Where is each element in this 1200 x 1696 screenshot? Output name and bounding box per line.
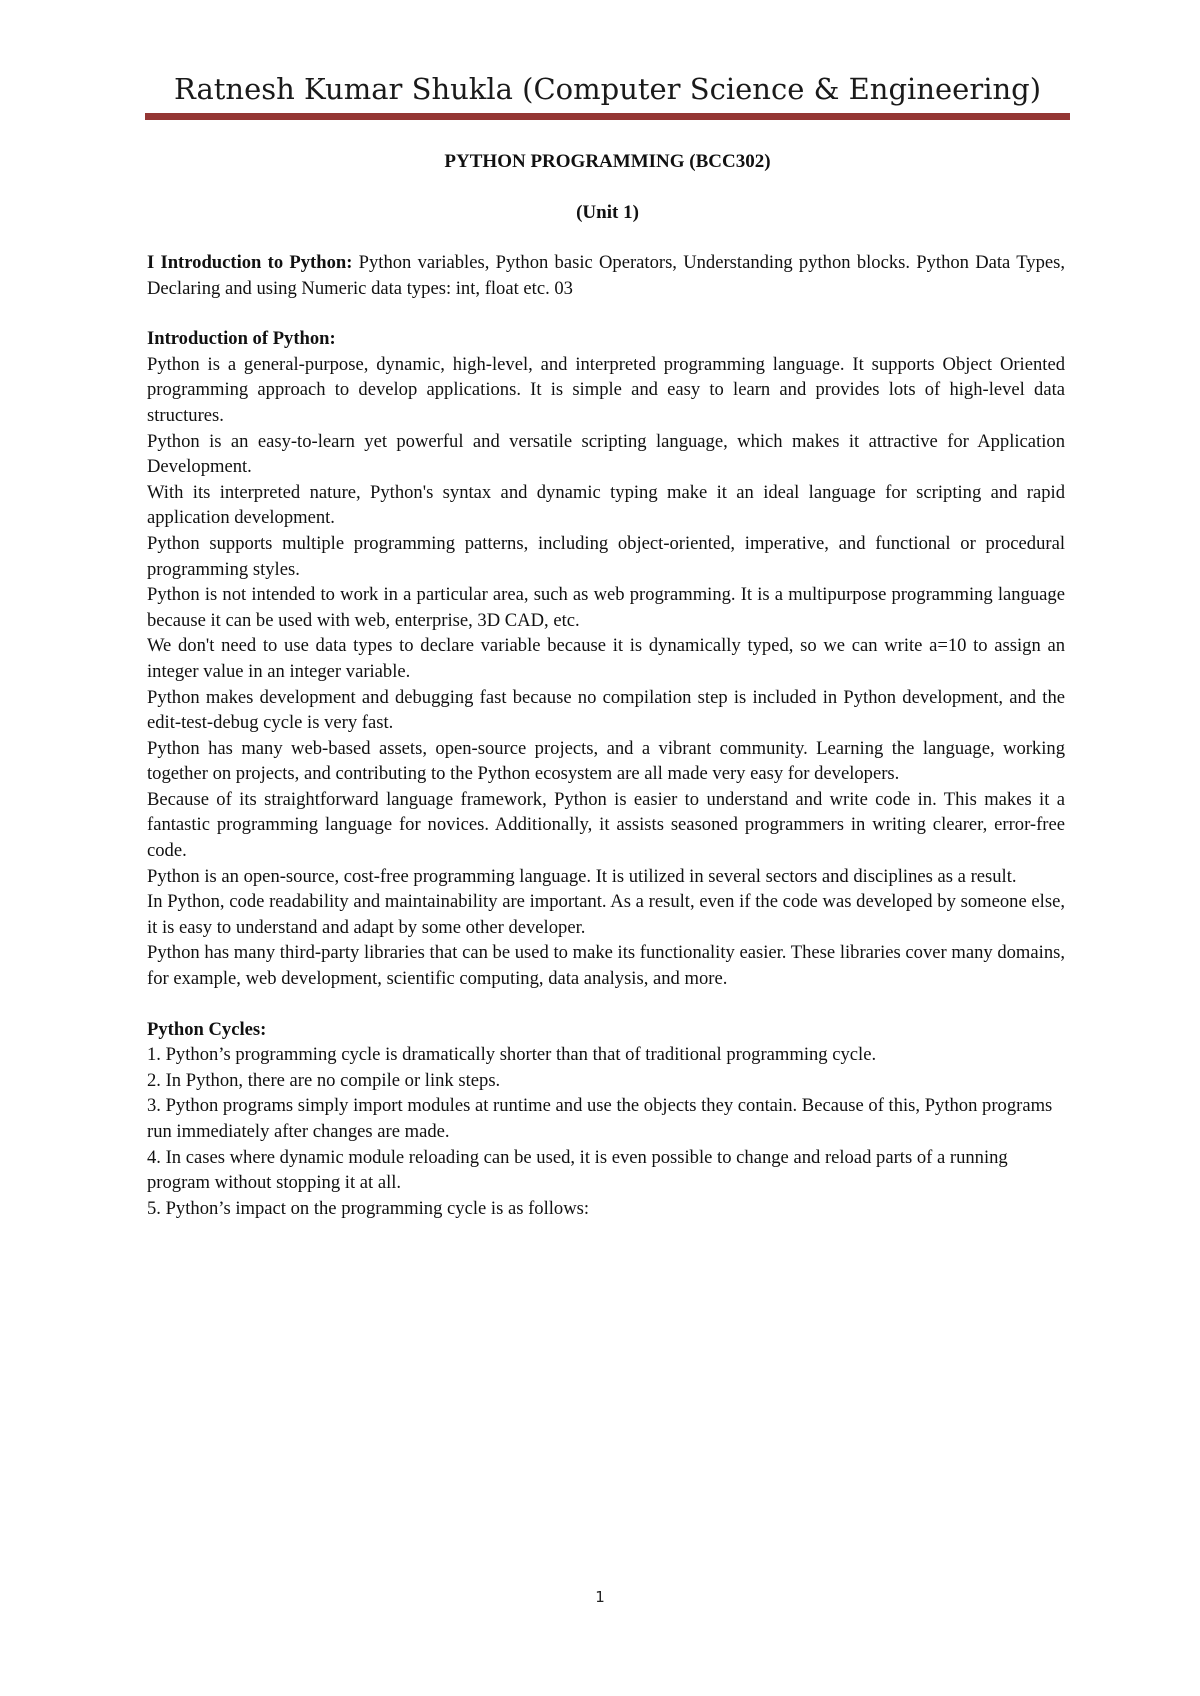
section-spacer xyxy=(147,992,1065,1017)
cycles-list-item: 5. Python’s impact on the programming cycle is as follows: xyxy=(147,1197,590,1219)
intro-paragraph: Because of its straightforward language framework, Python is easier to understand and write code in. This makes it a fantastic programming language for novices. Additionally, it assists seasoned programmers in writing clearer, error-free code. xyxy=(147,788,1065,862)
intro-paragraph: In Python, code readability and maintainability are important. As a result, even if the code was developed by someone else, it is easy to understand and adapt by some other developer. xyxy=(147,891,1065,938)
syllabus-lead: I Introduction to Python: xyxy=(147,252,353,273)
intro-paragraph: Python is a general-purpose, dynamic, high-level, and interpreted programming language. It supports Object Oriented programming approach to develop applications. It is simple and easy to learn and provides lots of high-level data structures. xyxy=(147,353,1065,426)
intro-paragraph: Python makes development and debugging fast because no compilation step is included in Python development, and the edit-test-debug cycle is very fast. xyxy=(147,686,1065,734)
cycles-list-item: 4. In cases where dynamic module reloading can be used, it is even possible to change and reload parts of a running program without stopping it at all. xyxy=(147,1146,1008,1194)
introduction-section xyxy=(147,352,1065,992)
intro-paragraph: We don't need to use data types to declare variable because it is dynamically typed, so we can write a=10 to assign an integer value in an integer variable. xyxy=(147,635,1065,682)
course-title: PYTHON PROGRAMMING (BCC302) xyxy=(444,151,771,172)
introduction-heading: Introduction of Python: xyxy=(147,328,336,350)
cycles-list-item: 3. Python programs simply import modules at runtime and use the objects they contain. Because of this, Python programs run immediately after changes are made. xyxy=(147,1095,1053,1142)
intro-paragraph: Python is not intended to work in a particular area, such as web programming. It is a multipurpose programming language because it can be used with web, enterprise, 3D CAD, etc. xyxy=(147,584,1065,631)
page-number: 1 xyxy=(595,1588,605,1606)
cycles-list-item: 1. Python’s programming cycle is dramatically shorter than that of traditional programming cycle. xyxy=(147,1044,877,1066)
cycles-list-item: 2. In Python, there are no compile or link steps. xyxy=(147,1069,501,1091)
intro-paragraph: Python is an open-source, cost-free programming language. It is utilized in several sectors and disciplines as a result. xyxy=(147,865,1017,887)
intro-paragraph: Python is an easy-to-learn yet powerful and versatile scripting language, which makes it attractive for Application Development. xyxy=(147,430,1065,478)
header-rule xyxy=(145,113,1070,120)
page-header-title: Ratnesh Kumar Shukla (Computer Science & Engineering) xyxy=(173,72,1042,106)
intro-paragraph: Python supports multiple programming patterns, including object-oriented, imperative, and functional or procedural programming styles. xyxy=(147,532,1065,580)
cycles-heading: Python Cycles: xyxy=(147,1018,267,1040)
cycles-list xyxy=(147,1042,1065,1221)
unit-label: (Unit 1) xyxy=(576,202,639,223)
intro-paragraph: Python has many third-party libraries that can be used to make its functionality easier. These libraries cover many domains, for example, web development, scientific computing, data analysis, and more. xyxy=(147,942,1065,990)
intro-paragraph: Python has many web-based assets, open-source projects, and a vibrant community. Learning the language, working together on projects, and contributing to the Python ecosystem are all made very easy for developers. xyxy=(147,737,1065,785)
syllabus-text: Python variables, Python basic Operators, Understanding python blocks. Python Data Types, Declaring and using Numeric data types: int, float etc. 03 xyxy=(147,252,1066,299)
document-body xyxy=(147,250,1065,1221)
syllabus-paragraph xyxy=(147,250,1065,301)
intro-paragraph: With its interpreted nature, Python's syntax and dynamic typing make it an ideal language for scripting and rapid application development. xyxy=(147,481,1065,529)
